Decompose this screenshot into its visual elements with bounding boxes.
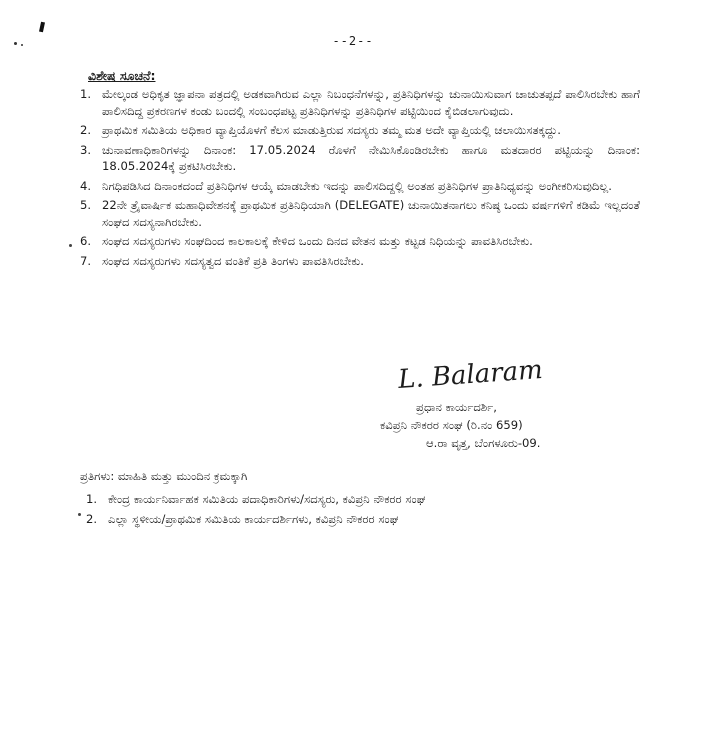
ink-dot: [69, 244, 72, 247]
copies-list: [86, 489, 425, 529]
copy-item: [86, 489, 425, 509]
handwritten-signature: L. Balaram: [397, 354, 544, 396]
copy-text: ಎಲ್ಲಾ ಸ್ಥಳೀಯ/ಪ್ರಾಥಮಿಕ ಸಮಿತಿಯ ಕಾರ್ಯದರ್ಶಿಗಳು, ಕವಿಪ್ರನಿ ನೌಕರರ ಸಂಘ: [108, 512, 399, 526]
note-item: [80, 122, 640, 139]
note-item: [80, 86, 640, 119]
page-number: --2--: [332, 34, 374, 48]
copies-heading: ಪ್ರತಿಗಳು: ಮಾಹಿತಿ ಮತ್ತು ಮುಂದಿನ ಕ್ರಮಕ್ಕಾಗಿ: [80, 469, 248, 483]
note-number: 3.: [80, 142, 92, 157]
note-number: 2.: [80, 123, 92, 137]
note-item: [80, 142, 640, 175]
ink-mark: [39, 22, 45, 33]
signatory-title: ಪ್ರಧಾನ ಕಾರ್ಯದರ್ಶಿ,: [416, 400, 497, 414]
note-text: ಸಂಘದ ಸದಸ್ಯರುಗಳು ಸದಸ್ಯತ್ವದ ವಂತಿಕೆ ಪ್ರತಿ ತಿಂಗಳು ಪಾವತಿಸಿರಬೇಕು.: [102, 253, 364, 268]
note-text: ಪ್ರಾಥಮಿಕ ಸಮಿತಿಯ ಅಧಿಕಾರ ವ್ಯಾಪ್ತಿಯೊಳಗೆ ಕೆಲಸ ಮಾಡುತ್ತಿರುವ ಸದಸ್ಯರು ತಮ್ಮ ಮತ ಅದೇ ವ್ಯಾಪ್ತಿಯಲ್ಲಿ ಚಲಾಯಿಸತಕ್ಕದ್ದು.: [102, 123, 561, 137]
note-text: ಮೇಲ್ಕಂಡ ಅಧಿಕೃತ ಜ್ಞಾಪನಾ ಪತ್ರದಲ್ಲಿ ಅಡಕವಾಗಿರುವ ಎಲ್ಲಾ ನಿಬಂಧನೆಗಳನ್ನು, ಪ್ರತಿನಿಧಿಗಳನ್ನು ಚುನಾಯಿಸುವಾಗ ಚಾಚುತಪ್ಪದೆ ಪಾಲಿಸಿರಬೇಕು ಹಾಗೆ ಪಾಲಿಸದಿದ್ದ ಪ್ರಕರಣಗಳ ಕಂಡು ಬಂದಲ್ಲಿ ಸಂಬಂಧಪಟ್ಟ ಪ್ರತಿನಿಧಿಗಳನ್ನು ಪ್ರತಿನಿಧಿಗಳ ಪಟ್ಟಿಯಿಂದ ಕೈಬಿಡಲಾಗುವುದು.: [102, 87, 640, 118]
note-text: ನಿಗಧಿಪಡಿಸಿದ ದಿನಾಂಕದಂದೆ ಪ್ರತಿನಿಧಿಗಳ ಆಯ್ಕೆ ಮಾಡಬೇಕು ಇದನ್ನು ಪಾಲಿಸದಿದ್ದಲ್ಲಿ ಅಂತಹ ಪ್ರತಿನಿಧಿಗಳ ಪ್ರಾತಿನಿಧ್ಯವನ್ನು ಅಂಗೀಕರಿಸುವುದಿಲ್ಲ.: [102, 178, 612, 193]
note-number: 5.: [80, 198, 92, 212]
copy-number: 2.: [86, 512, 98, 526]
ink-dot: [78, 513, 81, 516]
note-text: ಚುನಾವಣಾಧಿಕಾರಿಗಳನ್ನು ದಿನಾಂಕ: 17.05.2024 ರೊಳಗೆ ನೇಮಿಸಿಕೊಂಡಿರಬೇಕು ಹಾಗೂ ಮತದಾರರ ಪಟ್ಟಿಯನ್ನು ದಿನಾಂಕ: 18.05.2024ಕ್ಕೆ ಪ್ರಕಟಿಸಿರಬೇಕು.: [102, 142, 640, 173]
notes-list: [80, 86, 640, 272]
note-number: 4.: [80, 178, 92, 193]
note-number: 6.: [80, 234, 92, 248]
note-number: 7.: [80, 253, 92, 268]
note-number: 1.: [80, 87, 92, 101]
note-item: [80, 233, 640, 250]
copy-item: [86, 509, 425, 529]
note-item: [80, 178, 640, 195]
note-item: [80, 253, 640, 270]
signatory-address: ಆ.ರಾ ವೃತ್ತ, ಬೆಂಗಳೂರು-09.: [426, 436, 541, 450]
copy-text: ಕೇಂದ್ರ ಕಾರ್ಯನಿರ್ವಾಹಕ ಸಮಿತಿಯ ಪದಾಧಿಕಾರಿಗಳು/ಸದಸ್ಯರು, ಕವಿಪ್ರನಿ ನೌಕರರ ಸಂಘ: [108, 492, 426, 506]
signatory-org: ಕವಿಪ್ರನಿ ನೌಕರರ ಸಂಘ (ರಿ.ನಂ 659): [380, 418, 523, 432]
note-item: [80, 197, 640, 230]
copy-number: 1.: [86, 492, 98, 506]
note-text: ಸಂಘದ ಸದಸ್ಯರುಗಳು ಸಂಘದಿಂದ ಕಾಲಕಾಲಕ್ಕೆ ಕೇಳಿದ ಒಂದು ದಿನದ ವೇತನ ಮತ್ತು ಕಟ್ಟಡ ನಿಧಿಯನ್ನು ಪಾವತಿಸಿರಬೇಕು.: [102, 234, 533, 248]
note-text: 22ನೇ ತ್ರೈವಾರ್ಷಿಕ ಮಹಾಧಿವೇಶನಕ್ಕೆ ಪ್ರಾಥಮಿಕ ಪ್ರತಿನಿಧಿಯಾಗಿ (DELEGATE) ಚುನಾಯಿತನಾಗಲು ಕನಿಷ್ಠ ಒಂದು ವರ್ಷಗಳಿಗೆ ಕಡಿಮೆ ಇಲ್ಲದಂತೆ ಸಂಘದ ಸದಸ್ಯನಾಗಿರಬೇಕು.: [102, 198, 640, 229]
signatory-block: [380, 398, 540, 452]
special-notice-heading: ವಿಶೇಷ ಸೂಚನೆ:: [88, 68, 156, 83]
